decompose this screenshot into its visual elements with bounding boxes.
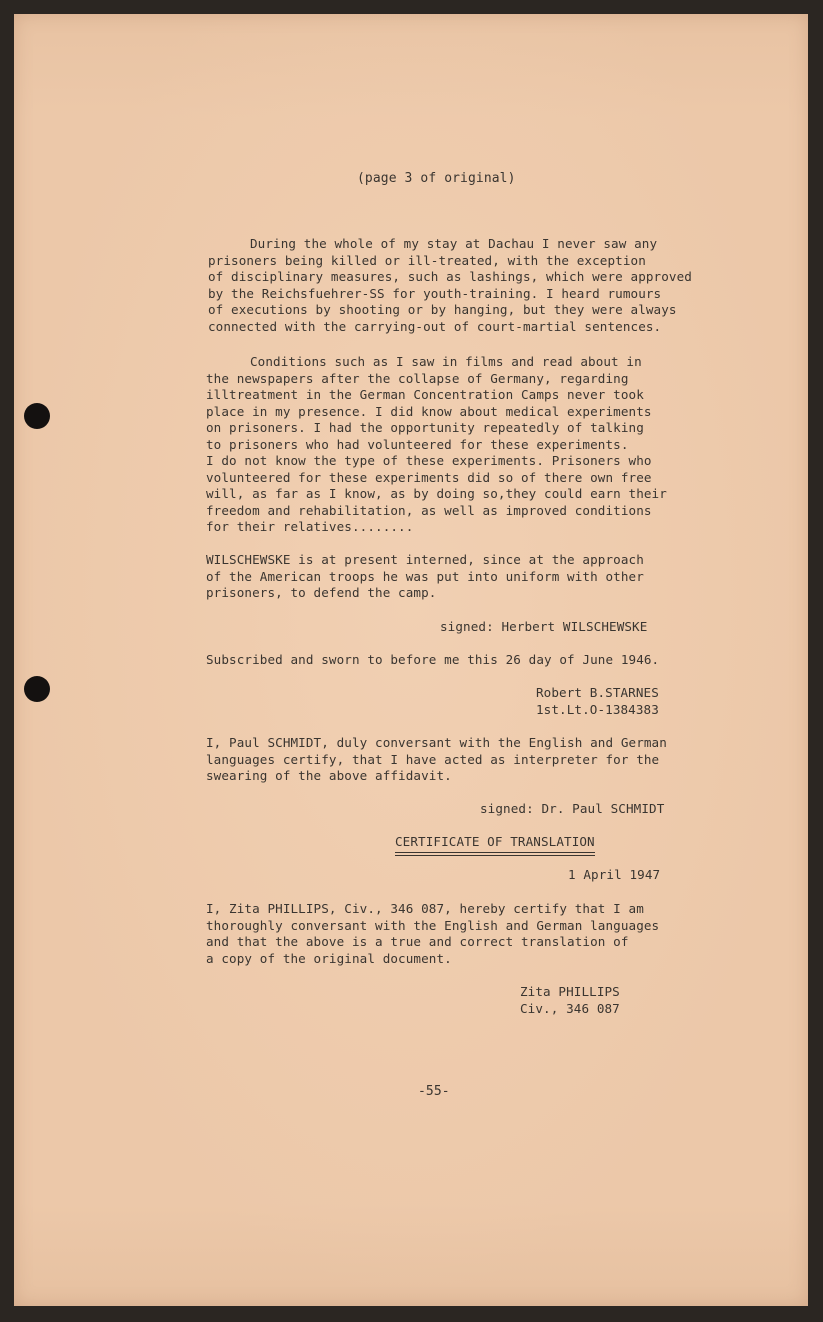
- signature-schmidt: signed: Dr. Paul SCHMIDT: [480, 801, 665, 816]
- officer-rank: 1st.Lt.O-1384383: [536, 701, 659, 717]
- paragraph-stay-at-dachau: [208, 236, 692, 335]
- text-line: of the American troops he was put into uniform with other: [206, 568, 644, 584]
- text-line: and that the above is a true and correct translation of: [206, 934, 629, 949]
- text-line: WILSCHEWSKE is at present interned, since at the approach: [206, 552, 644, 567]
- text-line: will, as far as I know, as by doing so,they could earn their: [206, 486, 667, 501]
- paragraph-internment: [206, 552, 644, 602]
- text-line: thoroughly conversant with the English and German languages: [206, 917, 660, 933]
- text-line: a copy of the original document.: [206, 950, 452, 966]
- page-number: -55-: [418, 1084, 450, 1099]
- text-line: prisoners being killed or ill-treated, with the exception: [208, 252, 646, 268]
- text-line: of disciplinary measures, such as lashings, which were approved: [208, 269, 692, 284]
- text-line: illtreatment in the German Concentration Camps never took: [206, 387, 644, 402]
- signature-wilschewske: signed: Herbert WILSCHEWSKE: [440, 619, 648, 634]
- text-line: Conditions such as I saw in films and read about in: [250, 354, 642, 369]
- paragraph-translation-certificate: [206, 901, 659, 967]
- sworn-statement: Subscribed and sworn to before me this 26 day of June 1946.: [206, 652, 660, 667]
- text-line: the newspapers after the collapse of Germany, regarding: [206, 370, 629, 386]
- officer-block: [536, 685, 659, 718]
- text-line: I, Zita PHILLIPS, Civ., 346 087, hereby certify that I am: [206, 901, 644, 916]
- text-line: volunteered for these experiments did so of there own free: [206, 469, 652, 485]
- paragraph-conditions: [206, 354, 667, 536]
- text-line: I, Paul SCHMIDT, duly conversant with the English and German: [206, 735, 667, 750]
- text-line: prisoners, to defend the camp.: [206, 585, 437, 600]
- text-line: place in my presence. I did know about medical experiments: [206, 403, 652, 419]
- certificate-title: CERTIFICATE OF TRANSLATION: [395, 834, 595, 853]
- text-line: I do not know the type of these experiments. Prisoners who: [206, 453, 652, 468]
- text-line: freedom and rehabilitation, as well as improved conditions: [206, 502, 652, 518]
- translator-id: Civ., 346 087: [520, 1000, 620, 1016]
- text-line: on prisoners. I had the opportunity repeatedly of talking: [206, 420, 644, 435]
- text-line: languages certify, that I have acted as interpreter for the: [206, 751, 660, 767]
- punch-hole-icon: [24, 676, 50, 702]
- certificate-date: 1 April 1947: [568, 867, 661, 882]
- text-line: to prisoners who had volunteered for these experiments.: [206, 436, 629, 452]
- paragraph-interpreter: [206, 735, 667, 785]
- text-line: by the Reichsfuehrer-SS for youth-training. I heard rumours: [208, 285, 662, 301]
- punch-hole-icon: [24, 403, 50, 429]
- text-line: During the whole of my stay at Dachau I never saw any: [250, 236, 658, 251]
- officer-name: Robert B.STARNES: [536, 685, 659, 700]
- text-line: for their relatives........: [206, 519, 414, 534]
- text-line: connected with the carrying-out of court-martial sentences.: [208, 318, 662, 334]
- translator-block: [520, 984, 620, 1017]
- translator-name: Zita PHILLIPS: [520, 984, 620, 999]
- text-line: swearing of the above affidavit.: [206, 768, 452, 783]
- text-line: of executions by shooting or by hanging, but they were always: [208, 302, 677, 317]
- page-heading: (page 3 of original): [357, 171, 516, 186]
